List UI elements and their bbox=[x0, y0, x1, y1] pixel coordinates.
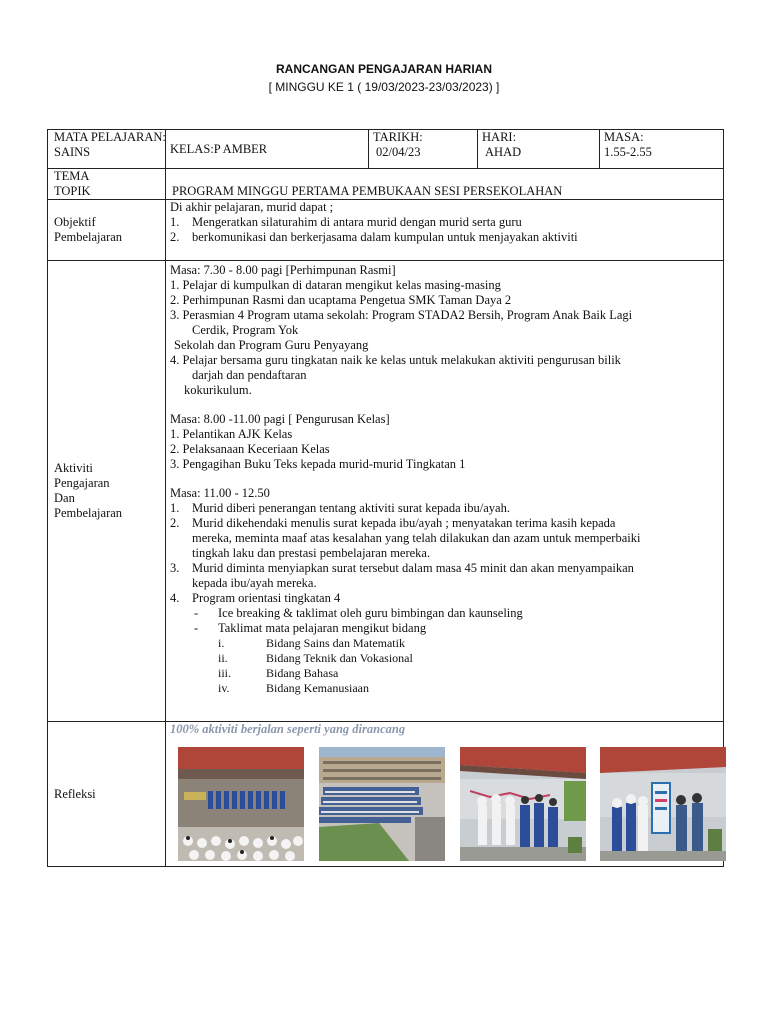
assembly-photo bbox=[178, 747, 304, 861]
session-2-item: 3. Pengagihan Buku Teks kepada murid-murid Tingkatan 1 bbox=[170, 457, 466, 471]
reflection-row bbox=[48, 722, 724, 867]
field-item: i. Bidang Sains dan Matematik bbox=[170, 636, 719, 651]
field-item: iii. Bidang Bahasa bbox=[170, 666, 719, 681]
group-banner-photo bbox=[600, 747, 726, 861]
objectives-label-1: Objektif bbox=[54, 215, 96, 229]
activities-label-4: Pembelajaran bbox=[54, 506, 123, 520]
activities-label-cell bbox=[48, 261, 166, 722]
topic-label: TOPIK bbox=[54, 184, 91, 198]
item-number: 2. bbox=[170, 516, 180, 530]
session-3-item: 4. Program orientasi tingkatan 4 bbox=[170, 591, 341, 605]
objectives-intro: Di akhir pelajaran, murid dapat ; bbox=[170, 200, 334, 214]
item-number: 3. bbox=[170, 561, 180, 575]
session-1-item-cont: Sekolah dan Program Guru Penyayang bbox=[174, 338, 369, 352]
activities-label-1: Aktiviti bbox=[54, 461, 93, 475]
session-2-item: 1. Pelantikan AJK Kelas bbox=[170, 427, 293, 441]
session-3-item: 2. Murid dikehendaki menulis surat kepada ibu/ayah ; menyatakan terima kasih kepada bbox=[170, 516, 616, 530]
class-cell bbox=[166, 130, 369, 169]
day-value: AHAD bbox=[485, 145, 522, 159]
theme-label: TEMA bbox=[54, 169, 90, 183]
time-value: 1.55-2.55 bbox=[604, 145, 652, 159]
day-label: HARI: bbox=[482, 130, 517, 144]
activities-label-2: Pengajaran bbox=[54, 476, 110, 490]
session-3-item-cont: kepada ibu/ayah mereka. bbox=[192, 576, 317, 590]
reflection-label: Refleksi bbox=[54, 786, 96, 801]
photo-strip bbox=[170, 747, 719, 865]
field-crowd-photo bbox=[319, 747, 445, 861]
session-1-item: 4. Pelajar bersama guru tingkatan naik ke kelas untuk melakukan aktiviti pengurusan bilik bbox=[170, 353, 621, 367]
reflection-text: 100% aktiviti berjalan seperti yang dirancang bbox=[170, 722, 406, 736]
session-1-item: 3. Perasmian 4 Program utama sekolah: Program STADA2 Bersih, Program Anak Baik Lagi bbox=[170, 308, 633, 322]
objectives-label-2: Pembelajaran bbox=[54, 230, 123, 244]
activities-row bbox=[48, 261, 724, 722]
orientation-subitem: - Taklimat mata pelajaran mengikut bidang bbox=[170, 621, 719, 636]
day-cell bbox=[478, 130, 600, 169]
document-title: RANCANGAN PENGAJARAN HARIAN bbox=[275, 62, 492, 76]
info-row bbox=[48, 130, 724, 169]
topic-value-cell bbox=[166, 169, 724, 200]
activities-label-3: Dan bbox=[54, 491, 75, 505]
topic-label-cell bbox=[48, 169, 166, 200]
item-number: 2. bbox=[170, 230, 180, 244]
session-3-item: 3. Murid diminta menyiapkan surat tersebut dalam masa 45 minit dan akan menyampaikan bbox=[170, 561, 634, 575]
session-3-item: 1. Murid diberi penerangan tentang aktiviti surat kepada ibu/ayah. bbox=[170, 501, 510, 515]
date-value: 02/04/23 bbox=[376, 145, 421, 159]
session-3-item-cont: tingkah laku dan prestasi pembelajaran mereka. bbox=[192, 546, 431, 560]
class-value: KELAS:P AMBER bbox=[170, 141, 268, 156]
time-label: MASA: bbox=[604, 130, 644, 144]
date-label: TARIKH: bbox=[373, 130, 423, 144]
dash-marker: - bbox=[194, 606, 199, 620]
lesson-plan-table bbox=[47, 129, 724, 867]
objective-item: 1. Mengeratkan silaturahim di antara murid dengan murid serta guru bbox=[170, 215, 522, 229]
subject-value: SAINS bbox=[54, 145, 91, 159]
item-number: 1. bbox=[170, 501, 180, 515]
field-item: ii. Bidang Teknik dan Vokasional bbox=[170, 651, 719, 666]
subject-label: MATA PELAJARAN: bbox=[54, 130, 166, 144]
objective-item: 2. berkomunikasi dan berkerjasama dalam kumpulan untuk menjayakan aktiviti bbox=[170, 230, 578, 244]
date-cell bbox=[369, 130, 478, 169]
roman-numeral: iii. bbox=[218, 666, 232, 680]
time-cell bbox=[600, 130, 724, 169]
topic-row bbox=[48, 169, 724, 200]
objectives-row bbox=[48, 200, 724, 261]
session-1-item-cont: kokurikulum. bbox=[184, 383, 252, 397]
session-1-item-cont: darjah dan pendaftaran bbox=[192, 368, 307, 382]
session-2-item: 2. Pelaksanaan Keceriaan Kelas bbox=[170, 442, 330, 456]
item-number: 1. bbox=[170, 215, 180, 229]
group-bunting-photo bbox=[460, 747, 586, 861]
dash-marker: - bbox=[194, 621, 199, 635]
reflection-content bbox=[166, 722, 724, 867]
reflection-label-cell bbox=[48, 722, 166, 867]
activities-content bbox=[166, 261, 724, 722]
field-item: iv. Bidang Kemanusiaan bbox=[170, 681, 719, 696]
item-number: 4. bbox=[170, 591, 180, 605]
roman-numeral: iv. bbox=[218, 681, 230, 695]
subject-cell bbox=[48, 130, 166, 169]
topic-value: PROGRAM MINGGU PERTAMA PEMBUKAAN SESI PERSEKOLAHAN bbox=[172, 184, 563, 198]
document-subtitle: [ MINGGU KE 1 ( 19/03/2023-23/03/2023) ] bbox=[268, 80, 500, 94]
session-1-item: 2. Perhimpunan Rasmi dan ucaptama Pengetua SMK Taman Daya 2 bbox=[170, 293, 512, 307]
session-2-title: Masa: 8.00 -11.00 pagi [ Pengurusan Kelas] bbox=[170, 412, 390, 426]
session-3-title: Masa: 11.00 - 12.50 bbox=[170, 486, 270, 500]
objectives-label-cell bbox=[48, 200, 166, 261]
session-3-item-cont: mereka, meminta maaf atas kesalahan yang telah dilakukan dan azam untuk memperbaiki bbox=[192, 531, 641, 545]
session-1-title: Masa: 7.30 - 8.00 pagi [Perhimpunan Rasmi] bbox=[170, 263, 396, 277]
roman-numeral: i. bbox=[218, 636, 225, 650]
session-1-item-cont: Cerdik, Program Yok bbox=[192, 323, 299, 337]
objectives-content bbox=[166, 200, 724, 261]
roman-numeral: ii. bbox=[218, 651, 228, 665]
session-1-item: 1. Pelajar di kumpulkan di dataran mengikut kelas masing-masing bbox=[170, 278, 501, 292]
orientation-subitem: - Ice breaking & taklimat oleh guru bimbingan dan kaunseling bbox=[170, 606, 719, 621]
